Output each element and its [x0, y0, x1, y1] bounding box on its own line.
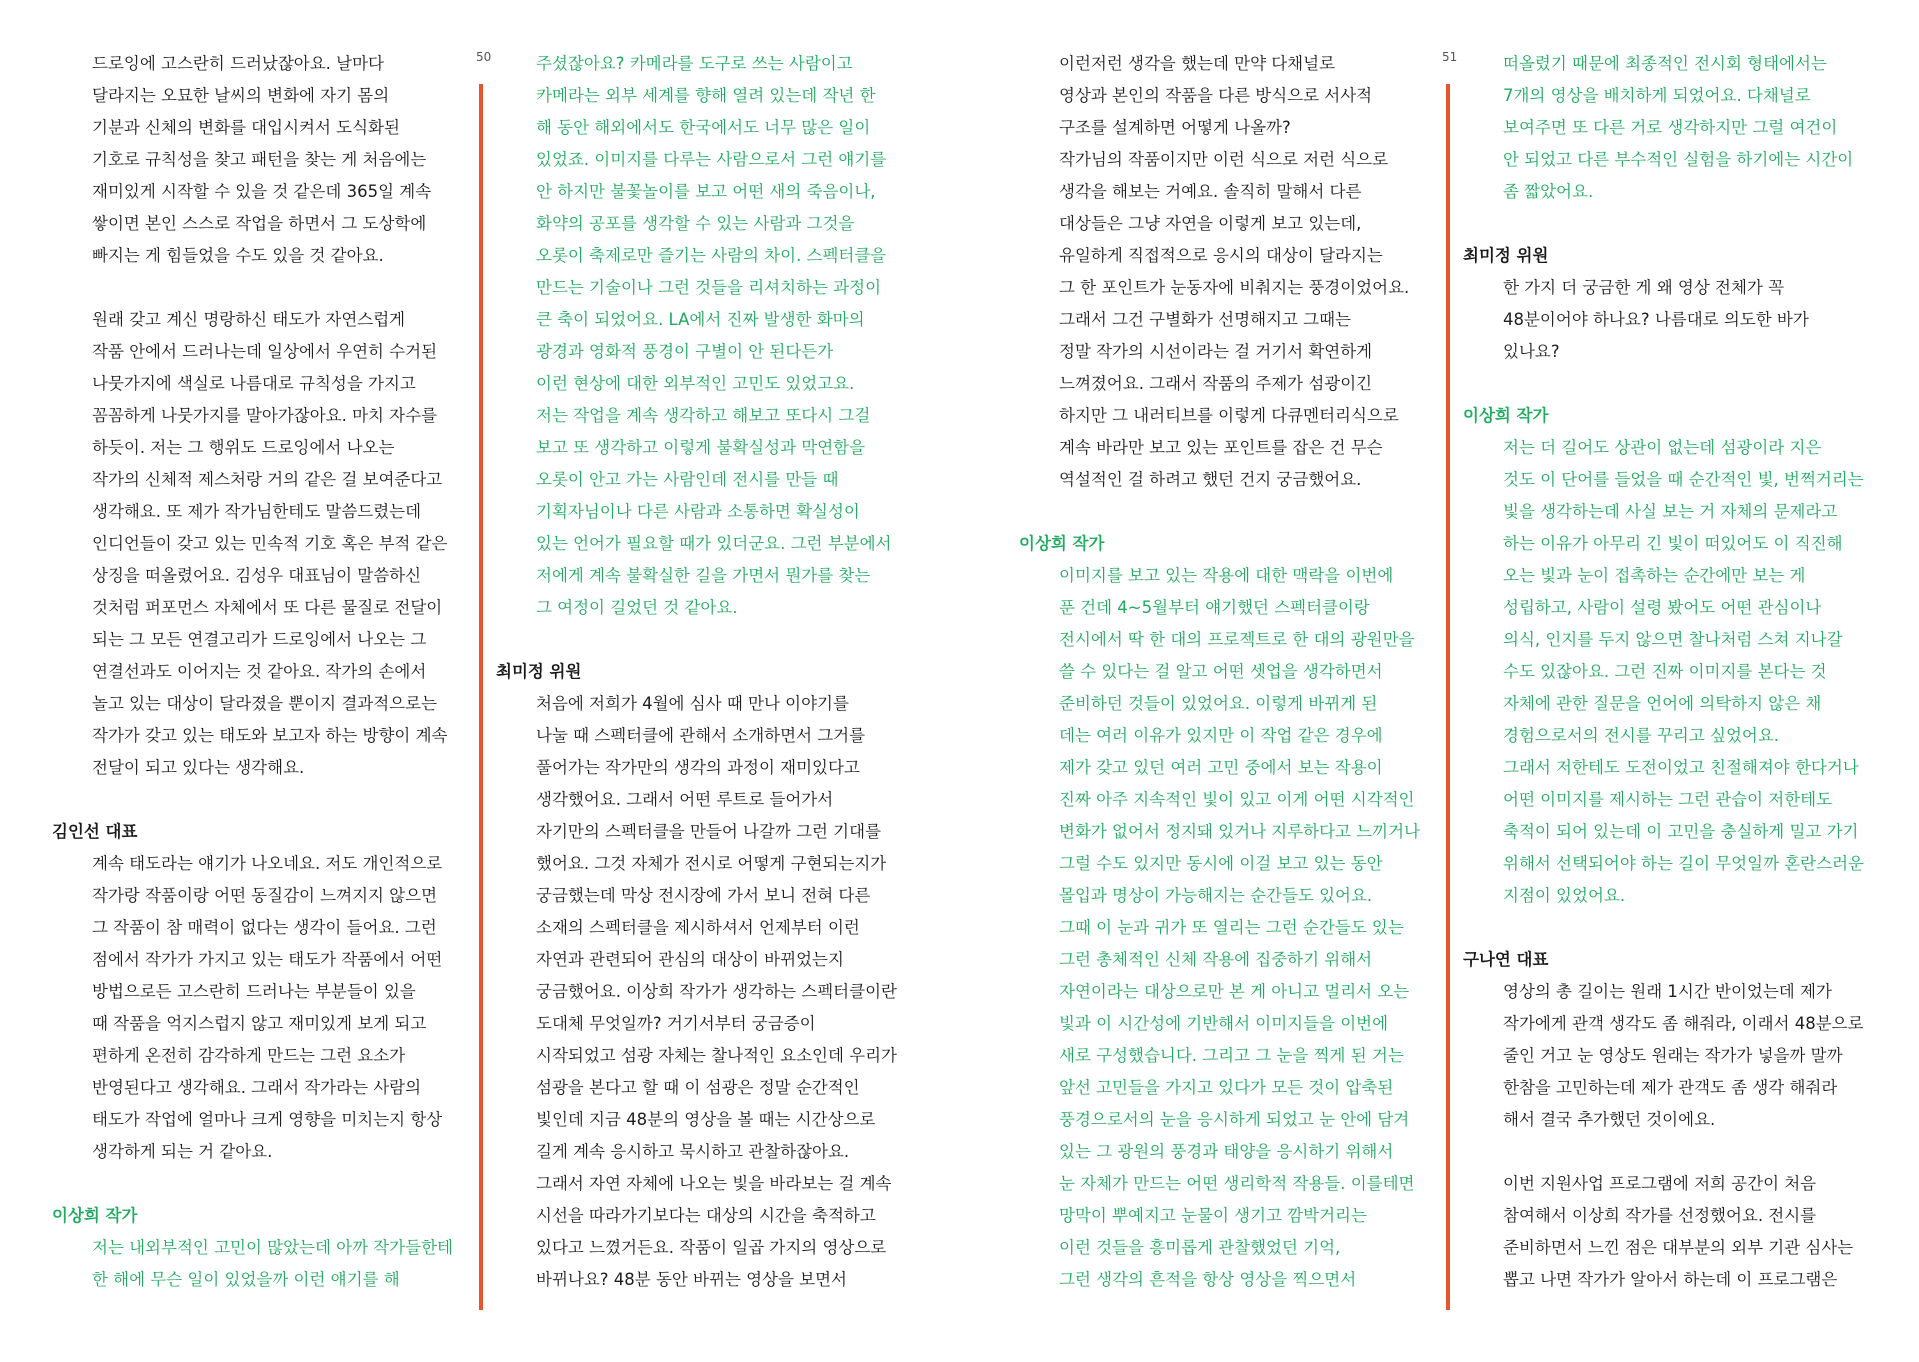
- text-line: 꼼꼼하게 나뭇가지를 말아가잖아요. 마치 자수를: [92, 406, 438, 425]
- text-line: 자기만의 스펙터클을 만들어 나갈까 그런 기대를: [536, 822, 882, 841]
- text-line: 작품 안에서 드러나는데 일상에서 우연히 수거된: [92, 342, 438, 361]
- paragraph-block: [1463, 48, 1864, 208]
- text-line: 앞선 고민들을 가지고 있다가 모든 것이 압축된: [1059, 1078, 1394, 1097]
- text-line: 성립하고, 사람이 설령 봤어도 어떤 관심이나: [1503, 598, 1822, 617]
- text-line: 점에서 작가가 가지고 있는 태도가 작품에서 어떤: [92, 950, 443, 969]
- text-line: 길게 계속 응시하고 묵시하고 관찰하잖아요.: [536, 1142, 850, 1161]
- speaker-name: 김인선 대표: [52, 822, 138, 841]
- text-line: 있었죠. 이미지를 다루는 사람으로서 그런 얘기를: [536, 150, 887, 169]
- text-line: 작가님의 작품이지만 이런 식으로 저런 식으로: [1059, 150, 1389, 169]
- text-line: 이런 것들을 흥미롭게 관찰했었던 기억,: [1059, 1238, 1341, 1257]
- text-line: 계속 바라만 보고 있는 포인트를 잡은 건 무슨: [1059, 438, 1383, 457]
- text-line: 것도 이 단어를 들었을 때 순간적인 빛, 번쩍거리는: [1503, 470, 1864, 489]
- text-line: 몰입과 명상이 가능해지는 순간들도 있어요.: [1059, 886, 1373, 905]
- text-line: 연결선과도 이어지는 것 같아요. 작가의 손에서: [92, 662, 427, 681]
- text-line: 의식, 인지를 두지 않으면 찰나처럼 스쳐 지나갈: [1503, 630, 1843, 649]
- text-line: 변화가 없어서 정지돼 있거나 지루하다고 느끼거나: [1059, 822, 1420, 841]
- text-line: 영상과 본인의 작품을 다른 방식으로 서사적: [1059, 86, 1373, 105]
- text-line: 그런 생각의 흔적을 항상 영상을 찍으면서: [1059, 1270, 1357, 1289]
- text-line: 한 해에 무슨 일이 있었을까 이런 얘기를 해: [92, 1270, 400, 1289]
- text-line: 정말 작가의 시선이라는 걸 거기서 확연하게: [1059, 342, 1373, 361]
- text-line: 궁금했는데 막상 전시장에 가서 보니 전혀 다른: [536, 886, 871, 905]
- text-line: 새로 구성했습니다. 그리고 그 눈을 찍게 된 거는: [1059, 1046, 1404, 1065]
- speaker-name: 최미정 위원: [496, 662, 582, 681]
- text-line: 준비하던 것들이 있었어요. 이렇게 바뀌게 된: [1059, 694, 1378, 713]
- text-line: 생각하게 되는 거 같아요.: [92, 1142, 273, 1161]
- paragraph-spacer: [1463, 1136, 1864, 1168]
- text-line: 그래서 그건 구별화가 선명해지고 그때는: [1059, 310, 1351, 329]
- text-line: 안 되었고 다른 부수적인 실험을 하기에는 시간이: [1503, 150, 1854, 169]
- text-line: 보여주면 또 다른 거로 생각하지만 그럴 여건이: [1503, 118, 1838, 137]
- text-line: 이미지를 보고 있는 작용에 대한 맥락을 이번에: [1059, 566, 1394, 585]
- speaker-block: [1019, 528, 1420, 1296]
- text-line: 반영된다고 생각해요. 그래서 작가라는 사람의: [92, 1078, 422, 1097]
- text-line: 있는 언어가 필요할 때가 있더군요. 그런 부분에서: [536, 534, 892, 553]
- text-line: 궁금했어요. 이상희 작가가 생각하는 스펙터클이란: [536, 982, 897, 1001]
- text-line: 어떤 이미지를 제시하는 그런 관습이 저한테도: [1503, 790, 1833, 809]
- text-line: 이런저런 생각을 했는데 만약 다채널로: [1059, 54, 1336, 73]
- text-line: 자연과 관련되어 관심의 대상이 바뀌었는지: [536, 950, 844, 969]
- speaker-name: 이상희 작가: [1019, 534, 1105, 553]
- text-line: 생각해요. 또 제가 작가님한테도 말씀드렸는데: [92, 502, 422, 521]
- text-line: 풍경으로서의 눈을 응시하게 되었고 눈 안에 담겨: [1059, 1110, 1410, 1129]
- text-line: 풀어가는 작가만의 생각의 과정이 재미있다고: [536, 758, 860, 777]
- text-line: 것처럼 퍼포먼스 자체에서 또 다른 물질로 전달이: [92, 598, 443, 617]
- text-line: 오는 빛과 눈이 접촉하는 순간에만 보는 게: [1503, 566, 1806, 585]
- text-line: 카메라는 외부 세계를 향해 열려 있는데 작년 한: [536, 86, 876, 105]
- speaker-block: [496, 656, 897, 1296]
- paragraph-spacer: [496, 624, 897, 656]
- text-line: 그때 이 눈과 귀가 또 열리는 그런 순간들도 있는: [1059, 918, 1404, 937]
- text-line: 해 동안 해외에서도 한국에서도 너무 많은 일이: [536, 118, 871, 137]
- text-line: 바뀌나요? 48분 동안 바뀌는 영상을 보면서: [536, 1270, 848, 1289]
- text-line: 작가가 갖고 있는 태도와 보고자 하는 방향이 계속: [92, 726, 448, 745]
- text-line: 유일하게 직접적으로 응시의 대상이 달라지는: [1059, 246, 1383, 265]
- paragraph-spacer: [1463, 208, 1864, 240]
- text-line: 데는 여러 이유가 있지만 이 작업 같은 경우에: [1059, 726, 1383, 745]
- text-line: 축적이 되어 있는데 이 고민을 충실하게 밀고 가기: [1503, 822, 1859, 841]
- text-line: 지점이 있었어요.: [1503, 886, 1626, 905]
- text-line: 푼 건데 4~5월부터 얘기했던 스펙터클이랑: [1059, 598, 1370, 617]
- text-line: 위해서 선택되어야 하는 길이 무엇일까 혼란스러운: [1503, 854, 1864, 873]
- paragraph-block: [52, 304, 453, 784]
- text-line: 빛을 생각하는데 사실 보는 거 자체의 문제라고: [1503, 502, 1838, 521]
- text-line: 그 작품이 참 매력이 없다는 생각이 들어요. 그런: [92, 918, 437, 937]
- paragraph-spacer: [1463, 368, 1864, 400]
- text-line: 있다고 느꼈거든요. 작품이 일곱 가지의 영상으로: [536, 1238, 887, 1257]
- speaker-name: 이상희 작가: [1463, 406, 1549, 425]
- text-line: 영상의 총 길이는 원래 1시간 반이었는데 제가: [1503, 982, 1832, 1001]
- text-line: 기분과 신체의 변화를 대입시켜서 도식화된: [92, 118, 400, 137]
- text-line: 시선을 따라가기보다는 대상의 시간을 축적하고: [536, 1206, 876, 1225]
- text-line: 주셨잖아요? 카메라를 도구로 쓰는 사람이고: [536, 54, 853, 73]
- speaker-block: [52, 816, 453, 1168]
- text-line: 떠올렸기 때문에 최종적인 전시회 형태에서는: [1503, 54, 1827, 73]
- speaker-block: [1463, 240, 1864, 368]
- column-3: [1019, 48, 1420, 1296]
- left-page-divider-rule: [479, 84, 483, 1310]
- speaker-block: [52, 1200, 453, 1296]
- speaker-name: 이상희 작가: [52, 1206, 138, 1225]
- paragraph-block: [1463, 1168, 1864, 1296]
- paragraph-block: [1019, 48, 1420, 496]
- text-line: 달라지는 오묘한 날씨의 변화에 자기 몸의: [92, 86, 390, 105]
- paragraph-spacer: [52, 1168, 453, 1200]
- text-line: 저는 작업을 계속 생각하고 해보고 또다시 그걸: [536, 406, 871, 425]
- text-line: 방법으로든 고스란히 드러나는 부분들이 있을: [92, 982, 416, 1001]
- text-line: 제가 갖고 있던 여러 고민 중에서 보는 작용이: [1059, 758, 1383, 777]
- paragraph-spacer: [52, 784, 453, 816]
- page-number-left: 50: [476, 50, 492, 64]
- column-2: [496, 48, 897, 1296]
- text-line: 안 하지만 불꽃놀이를 보고 어떤 새의 죽음이나,: [536, 182, 876, 201]
- text-line: 나눌 때 스펙터클에 관해서 소개하면서 그거를: [536, 726, 866, 745]
- text-line: 느껴졌어요. 그래서 작품의 주제가 섬광이긴: [1059, 374, 1373, 393]
- paragraph-block: [52, 48, 453, 272]
- text-line: 쓸 수 있다는 걸 알고 어떤 셋업을 생각하면서: [1059, 662, 1383, 681]
- page-number-right: 51: [1442, 50, 1458, 64]
- text-line: 그 한 포인트가 눈동자에 비춰지는 풍경이었어요.: [1059, 278, 1410, 297]
- text-line: 나뭇가지에 색실로 나름대로 규칙성을 가지고: [92, 374, 416, 393]
- text-line: 구조를 설계하면 어떻게 나올까?: [1059, 118, 1291, 137]
- text-line: 대상들은 그냥 자연을 이렇게 보고 있는데,: [1059, 214, 1362, 233]
- text-line: 경험으로서의 전시를 꾸리고 싶었어요.: [1503, 726, 1780, 745]
- column-4: [1463, 48, 1864, 1296]
- column-1: [52, 48, 453, 1296]
- text-line: 진짜 아주 지속적인 빛이 있고 이게 어떤 시각적인: [1059, 790, 1415, 809]
- text-line: 편하게 온전히 감각하게 만드는 그런 요소가: [92, 1046, 406, 1065]
- text-line: 뽑고 나면 작가가 알아서 하는데 이 프로그램은: [1503, 1270, 1838, 1289]
- text-line: 참여해서 이상희 작가를 선정했어요. 전시를: [1503, 1206, 1817, 1225]
- text-line: 시작되었고 섬광 자체는 찰나적인 요소인데 우리가: [536, 1046, 897, 1065]
- text-line: 자체에 관한 질문을 언어에 의탁하지 않은 채: [1503, 694, 1822, 713]
- speaker-name: 구나연 대표: [1463, 950, 1549, 969]
- speaker-name: 최미정 위원: [1463, 246, 1549, 265]
- text-line: 만드는 기술이나 그런 것들을 리셔치하는 과정이: [536, 278, 882, 297]
- text-line: 해서 결국 추가했던 것이에요.: [1503, 1110, 1716, 1129]
- text-line: 수도 있잖아요. 그런 진짜 이미지를 본다는 것: [1503, 662, 1827, 681]
- text-line: 섬광을 본다고 할 때 이 섬광은 정말 순간적인: [536, 1078, 860, 1097]
- text-line: 광경과 영화적 풍경이 구별이 안 된다든가: [536, 342, 834, 361]
- text-line: 되는 그 모든 연결고리가 드로잉에서 나오는 그: [92, 630, 427, 649]
- text-line: 오롯이 안고 가는 사람인데 전시를 만들 때: [536, 470, 839, 489]
- paragraph-spacer: [1463, 912, 1864, 944]
- text-line: 소재의 스펙터클을 제시하셔서 언제부터 이런: [536, 918, 860, 937]
- text-line: 있나요?: [1503, 342, 1560, 361]
- text-line: 작가에게 관객 생각도 좀 해줘라, 이래서 48분으로: [1503, 1014, 1864, 1033]
- text-line: 한참을 고민하는데 제가 관객도 좀 생각 해줘라: [1503, 1078, 1838, 1097]
- text-line: 인디언들이 갖고 있는 민속적 기호 혹은 부적 같은: [92, 534, 448, 553]
- text-line: 이런 현상에 대한 외부적인 고민도 있었고요.: [536, 374, 855, 393]
- text-line: 그럴 수도 있지만 동시에 이걸 보고 있는 동안: [1059, 854, 1383, 873]
- text-line: 준비하면서 느낀 점은 대부분의 외부 기관 심사는: [1503, 1238, 1854, 1257]
- text-line: 빛인데 지금 48분의 영상을 볼 때는 시간상으로: [536, 1110, 876, 1129]
- text-line: 오롯이 축제로만 즐기는 사람의 차이. 스펙터클을: [536, 246, 887, 265]
- text-line: 있는 그 광원의 풍경과 태양을 응시하기 위해서: [1059, 1142, 1394, 1161]
- text-line: 화약의 공포를 생각할 수 있는 사람과 그것을: [536, 214, 855, 233]
- speaker-block: [1463, 944, 1864, 1136]
- text-line: 눈 자체가 만드는 어떤 생리학적 작용들. 이를테면: [1059, 1174, 1415, 1193]
- text-line: 재미있게 시작할 수 있을 것 같은데 365일 계속: [92, 182, 432, 201]
- text-line: 하지만 그 내러티브를 이렇게 다큐멘터리식으로: [1059, 406, 1399, 425]
- text-line: 그래서 자연 자체에 나오는 빛을 바라보는 걸 계속: [536, 1174, 892, 1193]
- paragraph-spacer: [52, 272, 453, 304]
- text-line: 그 여정이 길었던 것 같아요.: [536, 598, 738, 617]
- text-line: 작가의 신체적 제스처랑 거의 같은 걸 보여준다고: [92, 470, 443, 489]
- text-line: 때 작품을 억지스럽지 않고 재미있게 보게 되고: [92, 1014, 427, 1033]
- text-line: 저는 더 길어도 상관이 없는데 섬광이라 지은: [1503, 438, 1822, 457]
- text-line: 생각을 해보는 거예요. 솔직히 말해서 다른: [1059, 182, 1362, 201]
- text-line: 보고 또 생각하고 이렇게 불확실성과 막연함을: [536, 438, 866, 457]
- text-line: 했어요. 그것 자체가 전시로 어떻게 구현되는지가: [536, 854, 887, 873]
- text-line: 드로잉에 고스란히 드러났잖아요. 날마다: [92, 54, 384, 73]
- text-line: 저에게 계속 불확실한 길을 가면서 뭔가를 찾는: [536, 566, 871, 585]
- text-line: 망막이 뿌예지고 눈물이 생기고 깜박거리는: [1059, 1206, 1367, 1225]
- text-line: 한 가지 더 궁금한 게 왜 영상 전체가 꼭: [1503, 278, 1785, 297]
- text-line: 역설적인 걸 하려고 했던 건지 궁금했어요.: [1059, 470, 1362, 489]
- text-line: 상징을 떠올렸어요. 김성우 대표님이 말씀하신: [92, 566, 422, 585]
- text-line: 기호로 규칙성을 찾고 패턴을 찾는 게 처음에는: [92, 150, 427, 169]
- text-line: 전달이 되고 있다는 생각해요.: [92, 758, 305, 777]
- text-line: 저는 내외부적인 고민이 많았는데 아까 작가들한테: [92, 1238, 453, 1257]
- text-line: 도대체 무엇일까? 거기서부터 궁금증이: [536, 1014, 816, 1033]
- text-line: 그런 총체적인 신체 작용에 집중하기 위해서: [1059, 950, 1373, 969]
- text-line: 이번 지원사업 프로그램에 저희 공간이 처음: [1503, 1174, 1817, 1193]
- text-line: 계속 태도라는 얘기가 나오네요. 저도 개인적으로: [92, 854, 443, 873]
- text-line: 빛과 이 시간성에 기반해서 이미지들을 이번에: [1059, 1014, 1389, 1033]
- text-line: 전시에서 딱 한 대의 프로젝트로 한 대의 광원만을: [1059, 630, 1415, 649]
- text-line: 처음에 저희가 4월에 심사 때 만나 이야기를: [536, 694, 849, 713]
- text-line: 놀고 있는 대상이 달라졌을 뿐이지 결과적으로는: [92, 694, 438, 713]
- text-line: 하듯이. 저는 그 행위도 드로잉에서 나오는: [92, 438, 395, 457]
- text-line: 쌓이면 본인 스스로 작업을 하면서 그 도상학에: [92, 214, 427, 233]
- paragraph-spacer: [1019, 496, 1420, 528]
- text-line: 하는 이유가 아무리 긴 빛이 떠있어도 이 직진해: [1503, 534, 1843, 553]
- text-line: 빠지는 게 힘들었을 수도 있을 것 같아요.: [92, 246, 384, 265]
- paragraph-block: [496, 48, 897, 624]
- text-line: 원래 갖고 계신 명랑하신 태도가 자연스럽게: [92, 310, 406, 329]
- text-line: 태도가 작업에 얼마나 크게 영향을 미치는지 항상: [92, 1110, 443, 1129]
- text-line: 생각했어요. 그래서 어떤 루트로 들어가서: [536, 790, 834, 809]
- text-line: 큰 축이 되었어요. LA에서 진짜 발생한 화마의: [536, 310, 865, 329]
- text-line: 자연이라는 대상으로만 본 게 아니고 멀리서 오는: [1059, 982, 1410, 1001]
- text-line: 그래서 저한테도 도전이었고 친절해져야 한다거나: [1503, 758, 1859, 777]
- text-line: 작가랑 작품이랑 어떤 동질감이 느껴지지 않으면: [92, 886, 438, 905]
- text-line: 좀 짧았어요.: [1503, 182, 1594, 201]
- speaker-block: [1463, 400, 1864, 912]
- right-page-divider-rule: [1446, 84, 1450, 1310]
- text-line: 48분이어야 하나요? 나름대로 의도한 바가: [1503, 310, 1809, 329]
- text-line: 7개의 영상을 배치하게 되었어요. 다채널로: [1503, 86, 1811, 105]
- text-line: 줄인 거고 눈 영상도 원래는 작가가 넣을까 말까: [1503, 1046, 1843, 1065]
- text-line: 기획자님이나 다른 사람과 소통하면 확실성이: [536, 502, 860, 521]
